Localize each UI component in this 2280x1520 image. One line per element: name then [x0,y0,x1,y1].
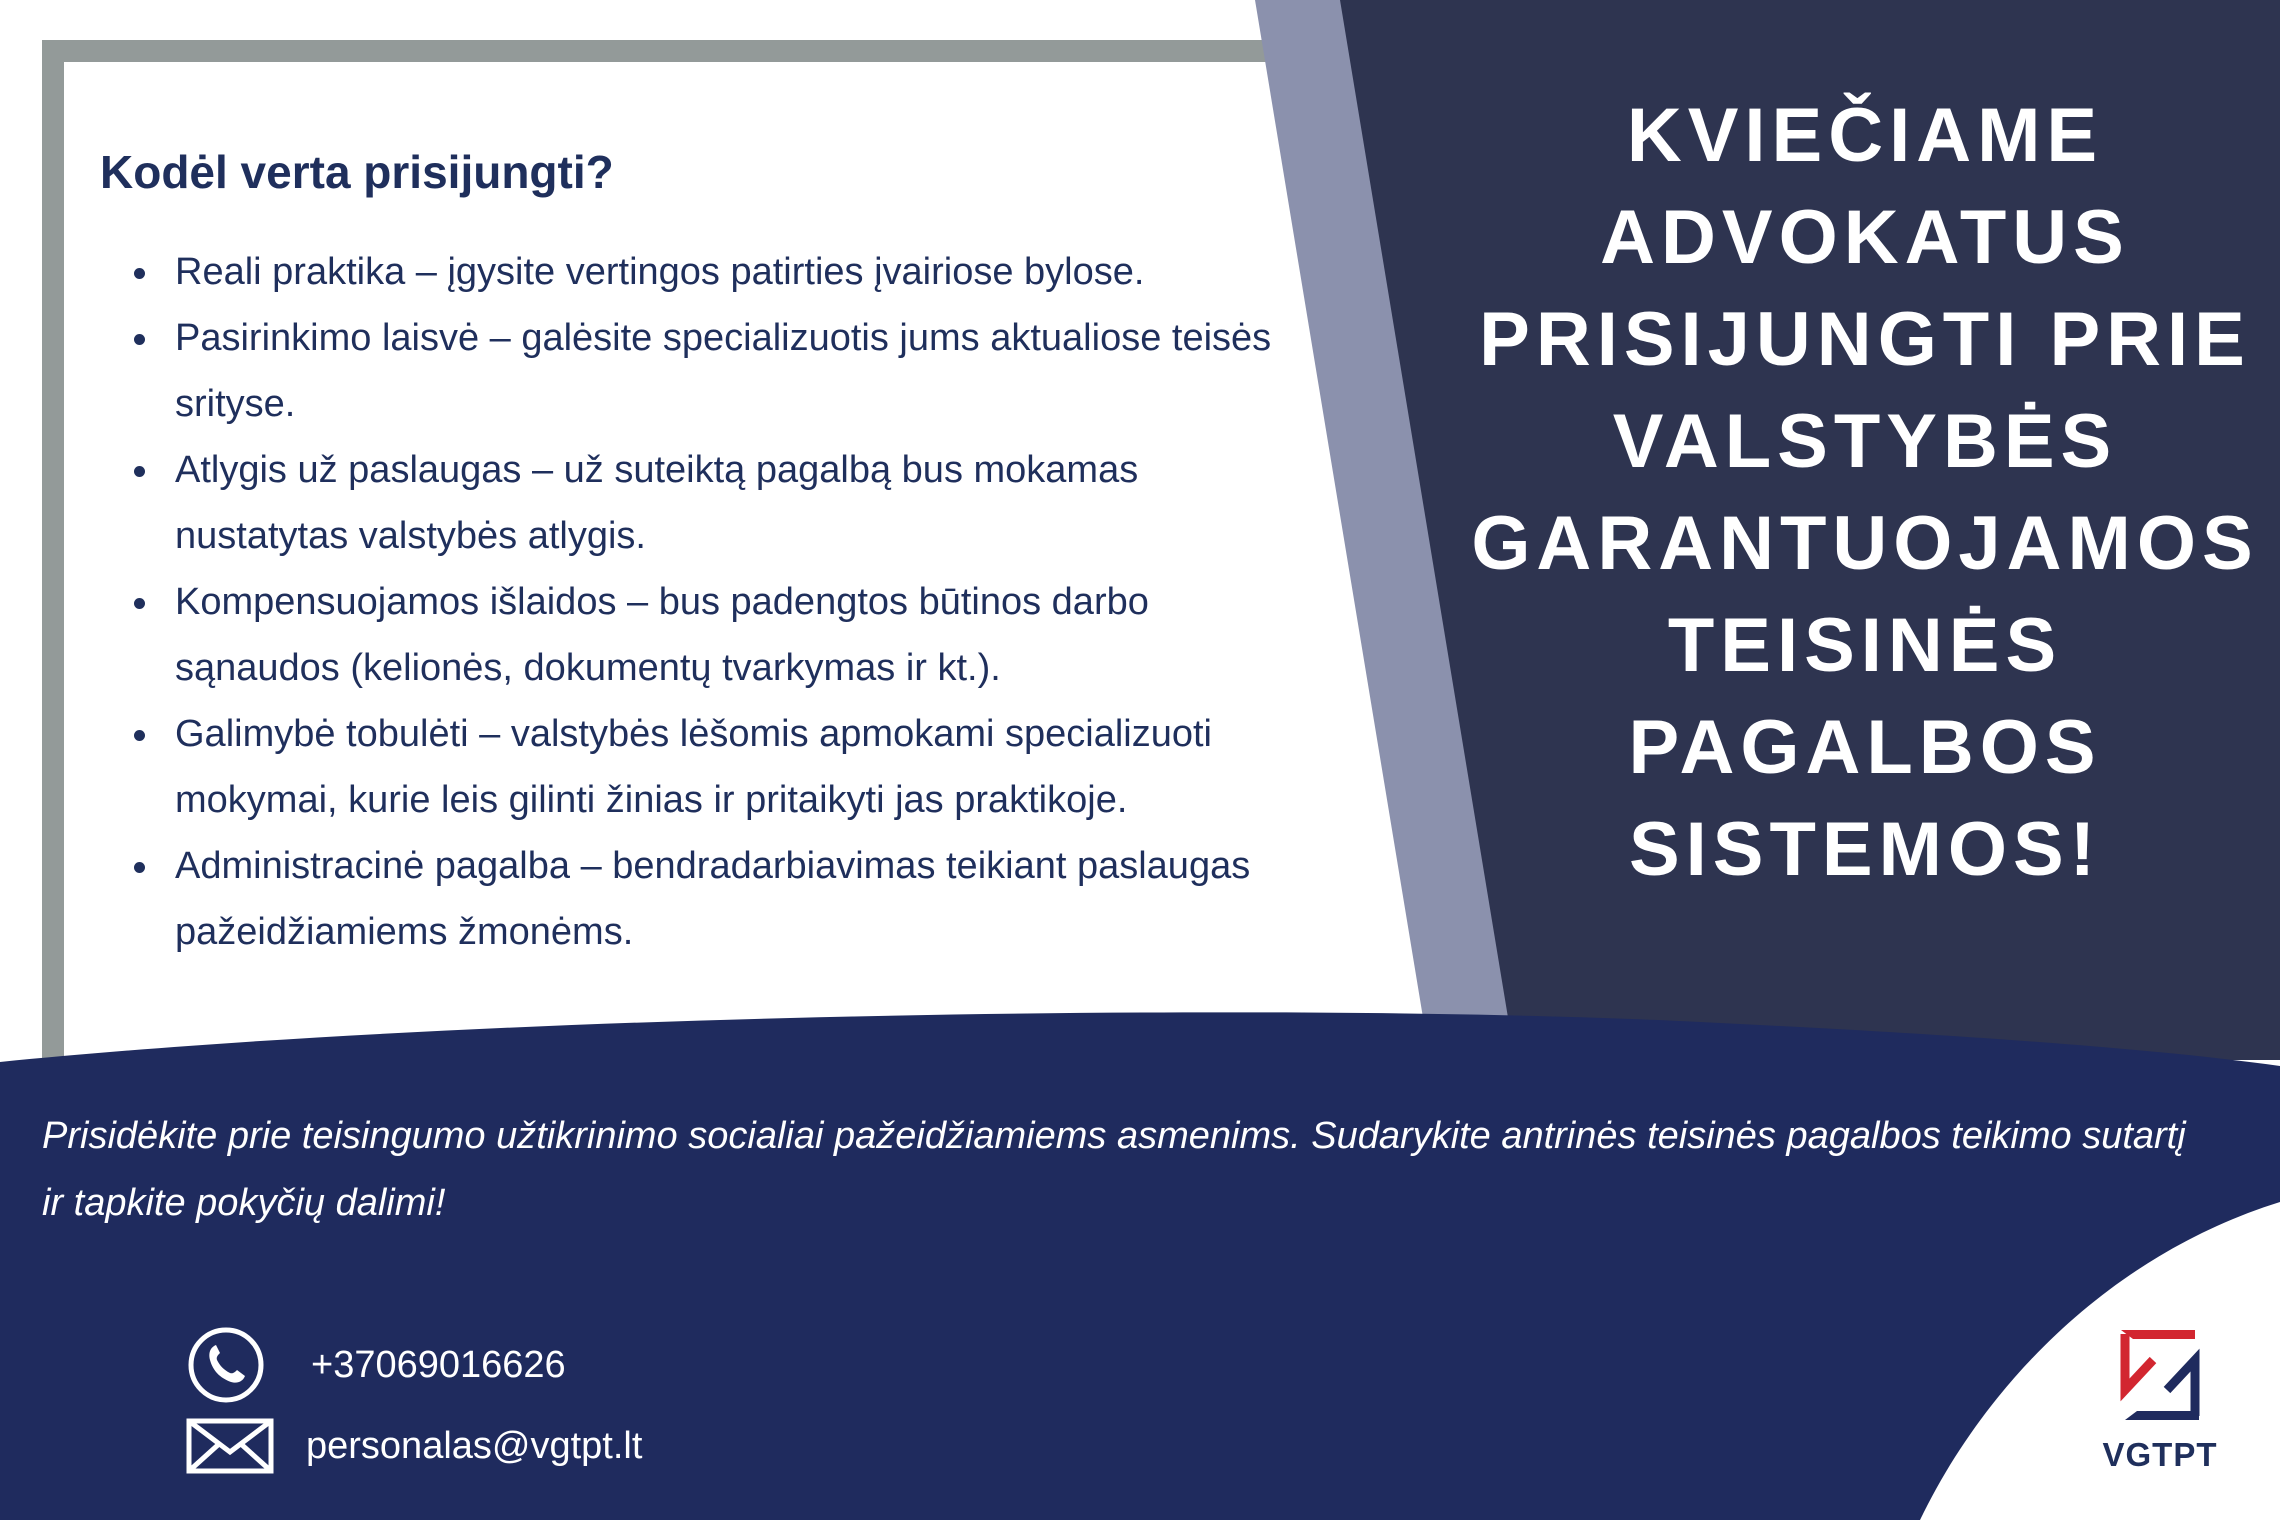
benefit-item: Atlygis už paslaugas – už suteiktą pagalbą bus mokamas nustatytas valstybės atlygis. [100,437,1300,569]
benefit-item: Kompensuojamos išlaidos – bus padengtos būtinos darbo sąnaudos (kelionės, dokumentų tvarkymas ir kt.). [100,569,1300,701]
contact-phone [186,1325,566,1405]
vgtpt-logo [2100,1320,2220,1474]
headline-line: KVIEČIAME [1626,93,2104,178]
card-frame-top [42,40,1352,62]
benefits-list [100,239,1300,965]
headline-line: GARANTUOJAMOS [1471,501,2259,586]
headline-line: PRISIJUNGTI PRIE [1479,297,2251,382]
benefit-item: Galimybė tobulėti – valstybės lėšomis apmokami specializuoti mokymai, kurie leis gilinti žinias ir pritaikyti jas praktikoje. [100,701,1300,833]
headline-line: VALSTYBĖS [1612,399,2118,484]
card-frame-left [42,40,64,1080]
headline-line: TEISINĖS [1667,603,2063,688]
headline-line: ADVOKATUS [1600,195,2130,280]
phone-link[interactable]: +37069016626 [311,1343,566,1386]
benefit-item: Pasirinkimo laisvė – galėsite specializuotis jums aktualiose teisės srityse. [100,305,1300,437]
logo-text: VGTPT [2102,1436,2218,1473]
vgtpt-logo-icon [2105,1320,2215,1430]
contact-email [186,1418,642,1474]
benefits-card [100,145,1300,965]
tagline: Prisidėkite prie teisingumo užtikrinimo socialiai pažeidžiamiems asmenims. Sudarykite antrinės teisinės pagalbos teikimo sutartį ir tapkite pokyčių dalimi! [42,1115,2186,1224]
headline [1440,85,2280,901]
benefits-title: Kodėl verta prisijungti? [100,146,614,198]
headline-line: SISTEMOS! [1628,807,2102,892]
benefit-item: Administracinė pagalba – bendradarbiavimas teikiant paslaugas pažeidžiamiems žmonėms. [100,833,1300,965]
headline-line: PAGALBOS [1628,705,2102,790]
phone-circle-icon [186,1325,266,1405]
email-link[interactable]: personalas@vgtpt.lt [306,1424,643,1467]
benefit-item: Reali praktika – įgysite vertingos patirties įvairiose bylose. [100,239,1300,305]
envelope-icon [186,1418,274,1474]
